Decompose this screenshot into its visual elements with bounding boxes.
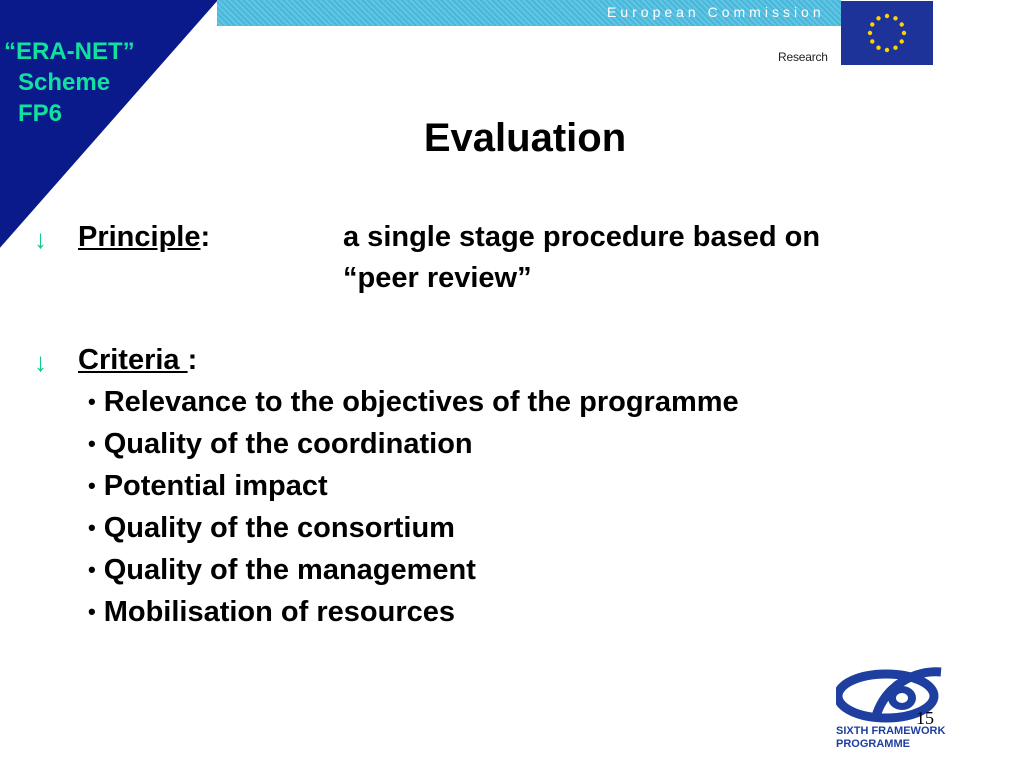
principle-heading [78,217,210,258]
eu-star-icon [902,31,906,35]
eu-star-icon [893,16,897,20]
scheme-line-2: Scheme [18,69,111,96]
eu-star-icon [870,22,874,26]
eu-stars-icon [841,1,933,65]
list-item [88,465,739,507]
criteria-item-text: Quality of the management [103,554,476,586]
header-band [217,0,841,26]
eu-star-icon [885,48,889,52]
principle-text-line-2: “peer review” [343,262,532,294]
eu-star-icon [876,46,880,50]
criteria-colon: : [187,344,198,376]
criteria-heading [78,340,197,381]
principle-colon: : [200,221,211,253]
fp6-logo-text [836,725,945,751]
eu-star-icon [870,39,874,43]
scheme-line-3: FP6 [18,100,63,127]
logo-line-1: SIXTH FRAMEWORK [836,725,946,737]
principle-text [343,217,820,299]
criteria-item-text: Quality of the coordination [103,428,473,460]
list-item [88,591,739,633]
bullet-icon: • [88,431,96,456]
list-item [88,423,739,465]
logo-line-2: PROGRAMME [836,738,910,750]
down-arrow-icon: ↓ [34,224,47,254]
eu-star-icon [900,39,904,43]
bullet-icon: • [88,515,96,540]
criteria-item-text: Mobilisation of resources [103,596,455,628]
criteria-item-text: Potential impact [103,470,328,502]
down-arrow-icon: ↓ [34,347,47,377]
research-label: Research [778,50,828,64]
eu-star-icon [885,14,889,18]
eu-star-icon [868,31,872,35]
criteria-item-text: Relevance to the objectives of the programme [103,386,739,418]
principle-label: Principle [78,221,201,253]
criteria-item-text: Quality of the consortium [103,512,455,544]
eu-star-icon [893,46,897,50]
bullet-icon: • [88,389,96,414]
principle-text-line-1: a single stage procedure based on [343,221,821,253]
criteria-label: Criteria [78,344,188,376]
eu-flag-logo [841,1,933,65]
bullet-icon: • [88,473,96,498]
european-commission-label: European Commission [607,4,825,20]
list-item [88,549,739,591]
bullet-icon: • [88,599,96,624]
scheme-line-1: “ERA-NET” [4,38,135,65]
eu-star-icon [900,22,904,26]
criteria-list [88,381,739,633]
list-item [88,507,739,549]
page-number: 15 [916,708,934,728]
slide-title: Evaluation [423,116,627,160]
list-item [88,381,739,423]
eu-star-icon [876,16,880,20]
bullet-icon: • [88,557,96,582]
